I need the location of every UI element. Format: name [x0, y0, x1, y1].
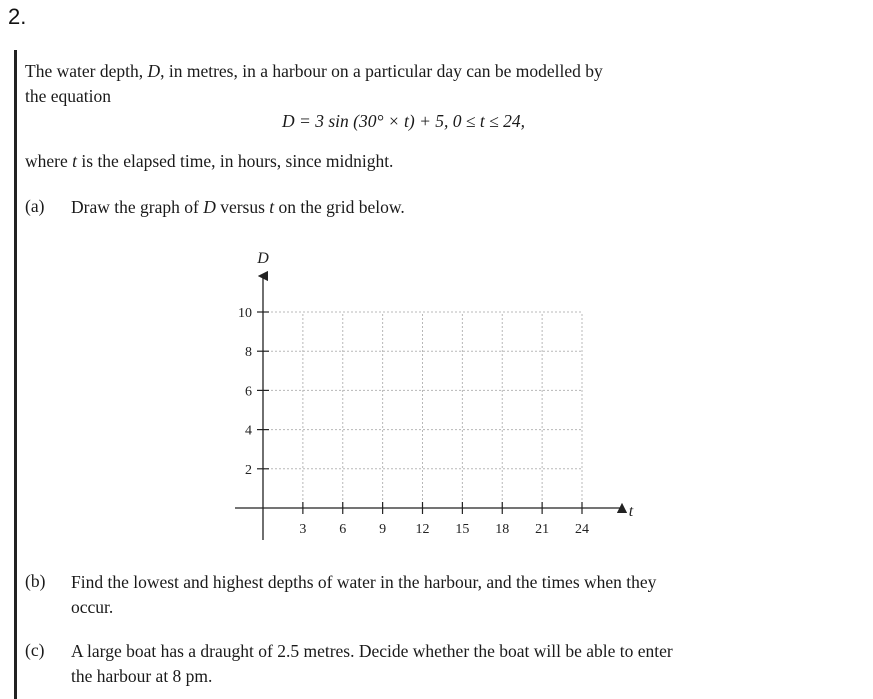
x-tick-label: 18 — [495, 522, 510, 537]
x-tick-label: 21 — [535, 522, 550, 537]
question-number: 2. — [8, 4, 27, 29]
part-a-text-b: versus — [215, 197, 270, 217]
part-a-var-t: t — [269, 197, 275, 217]
grid-lines — [263, 312, 582, 508]
intro-var-D: D — [147, 61, 161, 81]
y-tick-label: 8 — [245, 345, 252, 361]
y-tick-label: 2 — [245, 462, 252, 478]
part-b-line-2: occur. — [71, 597, 114, 617]
x-tick-label: 6 — [339, 522, 347, 537]
part-b-line-1: Find the lowest and highest depths of water in the harbour, and the times when they — [71, 572, 657, 592]
y-tick-label: 10 — [238, 306, 252, 321]
equation: D = 3 sin (30° × t) + 5, 0 ≤ t ≤ 24, — [282, 111, 525, 131]
x-tick-label: 9 — [379, 522, 387, 537]
axes — [235, 276, 622, 540]
where-text-a: where — [25, 151, 73, 171]
part-c-line-2: the harbour at 8 pm. — [71, 666, 213, 686]
part-a-text-c: on the grid below. — [274, 197, 405, 217]
part-c-line-1: A large boat has a draught of 2.5 metres. Decide whether the boat will be able to enter — [71, 641, 673, 661]
x-tick-label: 24 — [575, 522, 589, 537]
part-b-label: (b) — [25, 571, 46, 591]
x-tick-label: 15 — [455, 522, 470, 537]
x-axis-label: t — [628, 503, 634, 520]
intro-line-2: the equation — [25, 86, 112, 106]
y-axis-label: D — [257, 250, 269, 267]
intro-text-b: , in metres, in a harbour on a particular day can be modelled by — [160, 61, 603, 81]
axis-labels — [238, 250, 634, 537]
part-a-var-D: D — [203, 197, 216, 217]
part-c-label: (c) — [25, 640, 45, 660]
x-tick-label: 3 — [299, 522, 307, 537]
part-a-label: (a) — [25, 196, 45, 216]
y-tick-label: 6 — [245, 384, 252, 400]
where-var-t: t — [72, 151, 78, 171]
x-tick-label: 12 — [415, 522, 430, 537]
part-a-text-a: Draw the graph of — [71, 197, 204, 217]
where-text-b: is the elapsed time, in hours, since midnight. — [77, 151, 394, 171]
intro-text-a: The water depth, — [25, 61, 148, 81]
y-tick-label: 4 — [245, 423, 252, 439]
axis-ticks — [257, 312, 582, 514]
